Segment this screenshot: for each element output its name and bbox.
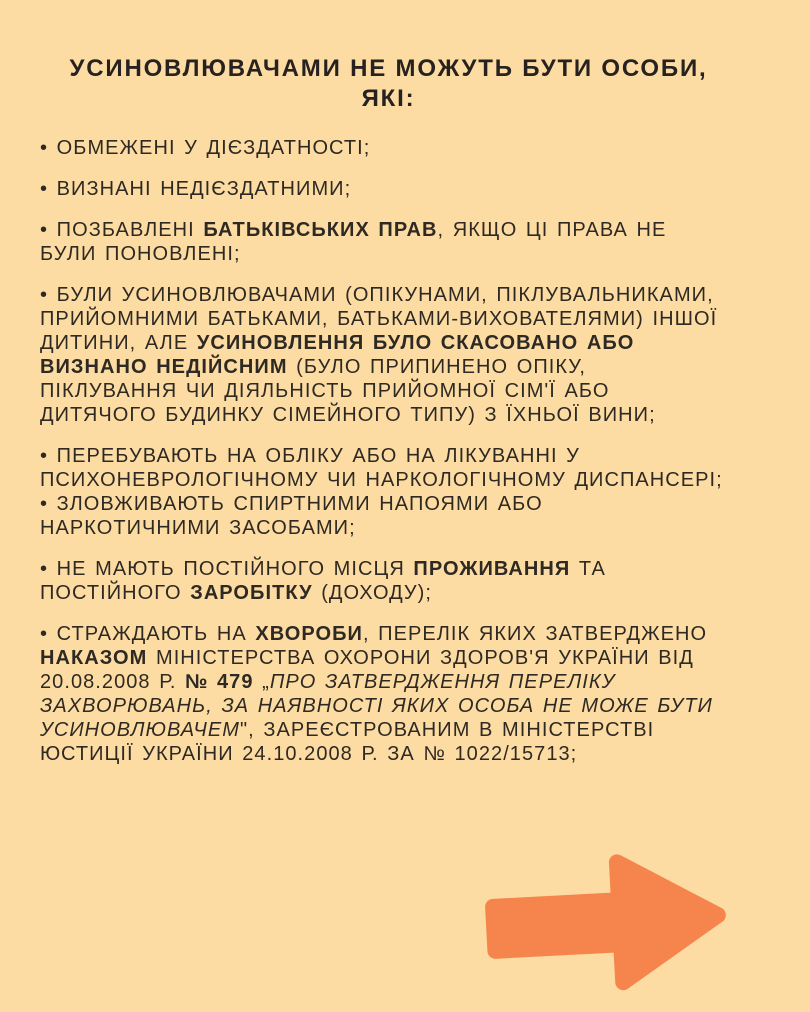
bullet-text-segment: (БУЛО ПРИПИНЕНО ОПІКУ, ПІКЛУВАННЯ ЧИ ДІЯЛЬНІСТЬ ПРИЙОМНОЇ СІМ'Ї АБО ДИТЯЧОГО БУДИНКУ СІМЕЙНОГО ТИПУ) З ЇХНЬОЇ ВИНИ;: [40, 356, 656, 426]
bullet-text-segment: ПРО ЗАТВЕРДЖЕННЯ ПЕРЕЛІКУ ЗАХВОРЮВАНЬ, ЗА НАЯВНОСТІ ЯКИХ ОСОБА НЕ МОЖЕ БУТИ УСИНОВЛЮВАЧЕМ: [40, 671, 713, 741]
bullet-text-segment: • НЕ МАЮТЬ ПОСТІЙНОГО МІСЦЯ: [40, 558, 414, 580]
bullet-paragraph: [40, 492, 725, 540]
bullet-paragraph: [40, 283, 725, 427]
bullet-text-segment: , ЯКЩО ЦІ ПРАВА НЕ БУЛИ ПОНОВЛЕНІ;: [40, 219, 667, 265]
bullet-text-segment: ХВОРОБИ: [255, 623, 363, 645]
bullet-text-segment: „: [253, 671, 270, 693]
bullet-text-segment: ТА ПОСТІЙНОГО: [40, 558, 606, 604]
page-title: [40, 54, 725, 114]
title-line-1: УСИНОВЛЮВАЧАМИ НЕ МОЖУТЬ БУТИ ОСОБИ,: [69, 55, 708, 82]
bullet-text-segment: , ПЕРЕЛІК ЯКИХ ЗАТВЕРДЖЕНО: [362, 623, 708, 645]
bullet-text-segment: • ПОЗБАВЛЕНІ: [40, 219, 204, 241]
bullet-text-segment: • ОБМЕЖЕНІ У ДІЄЗДАТНОСТІ;: [40, 137, 371, 159]
bullet-text-segment: ЗАРОБІТКУ: [190, 582, 313, 604]
bullet-list: [40, 136, 725, 766]
bullet-text-segment: УСИНОВЛЕННЯ БУЛО СКАСОВАНО АБО ВИЗНАНО НЕДІЙСНИМ: [40, 332, 635, 378]
bullet-paragraph: [40, 557, 725, 605]
bullet-text-segment: МІНІСТЕРСТВА ОХОРОНИ ЗДОРОВ'Я УКРАЇНИ ВІД 20.08.2008 Р.: [40, 647, 694, 693]
bullet-paragraph: [40, 177, 725, 201]
bullet-text-segment: • СТРАЖДАЮТЬ НА: [40, 623, 256, 645]
bullet-paragraph: [40, 444, 725, 492]
bullet-text-segment: № 479: [185, 671, 254, 693]
bullet-paragraph: [40, 622, 725, 766]
bullet-text-segment: • ВИЗНАНІ НЕДІЄЗДАТНИМИ;: [40, 178, 352, 200]
bullet-text-segment: НАКАЗОМ: [40, 647, 148, 669]
bullet-text-segment: • ЗЛОВЖИВАЮТЬ СПИРТНИМИ НАПОЯМИ АБО НАРКОТИЧНИМИ ЗАСОБАМИ;: [40, 493, 543, 539]
bullet-text-segment: ", ЗАРЕЄСТРОВАНИМ В МІНІСТЕРСТВІ ЮСТИЦІЇ УКРАЇНИ 24.10.2008 Р. ЗА № 1022/15713;: [40, 719, 655, 765]
bullet-paragraph: [40, 218, 725, 266]
bullet-text-segment: • ПЕРЕБУВАЮТЬ НА ОБЛІКУ АБО НА ЛІКУВАННІ У ПСИХОНЕВРОЛОГІЧНОМУ ЧИ НАРКОЛОГІЧНОМУ ДИСПАНСЕРІ;: [40, 445, 723, 491]
bullet-text-segment: (ДОХОДУ);: [312, 582, 432, 604]
bullet-text-segment: БАТЬКІВСЬКИХ ПРАВ: [203, 219, 438, 241]
bullet-text-segment: • БУЛИ УСИНОВЛЮВАЧАМИ (ОПІКУНАМИ, ПІКЛУВАЛЬНИКАМИ, ПРИЙОМНИМИ БАТЬКАМИ, БАТЬКАМИ-ВИХОВАТЕЛЯМИ) ІНШОЇ ДИТИНИ, АЛЕ: [40, 284, 718, 354]
title-line-2: ЯКІ:: [361, 85, 416, 112]
bullet-paragraph: [40, 136, 725, 160]
bullet-text-segment: ПРОЖИВАННЯ: [413, 558, 571, 580]
arrow-right-icon: [478, 843, 734, 999]
next-arrow: [478, 843, 734, 999]
